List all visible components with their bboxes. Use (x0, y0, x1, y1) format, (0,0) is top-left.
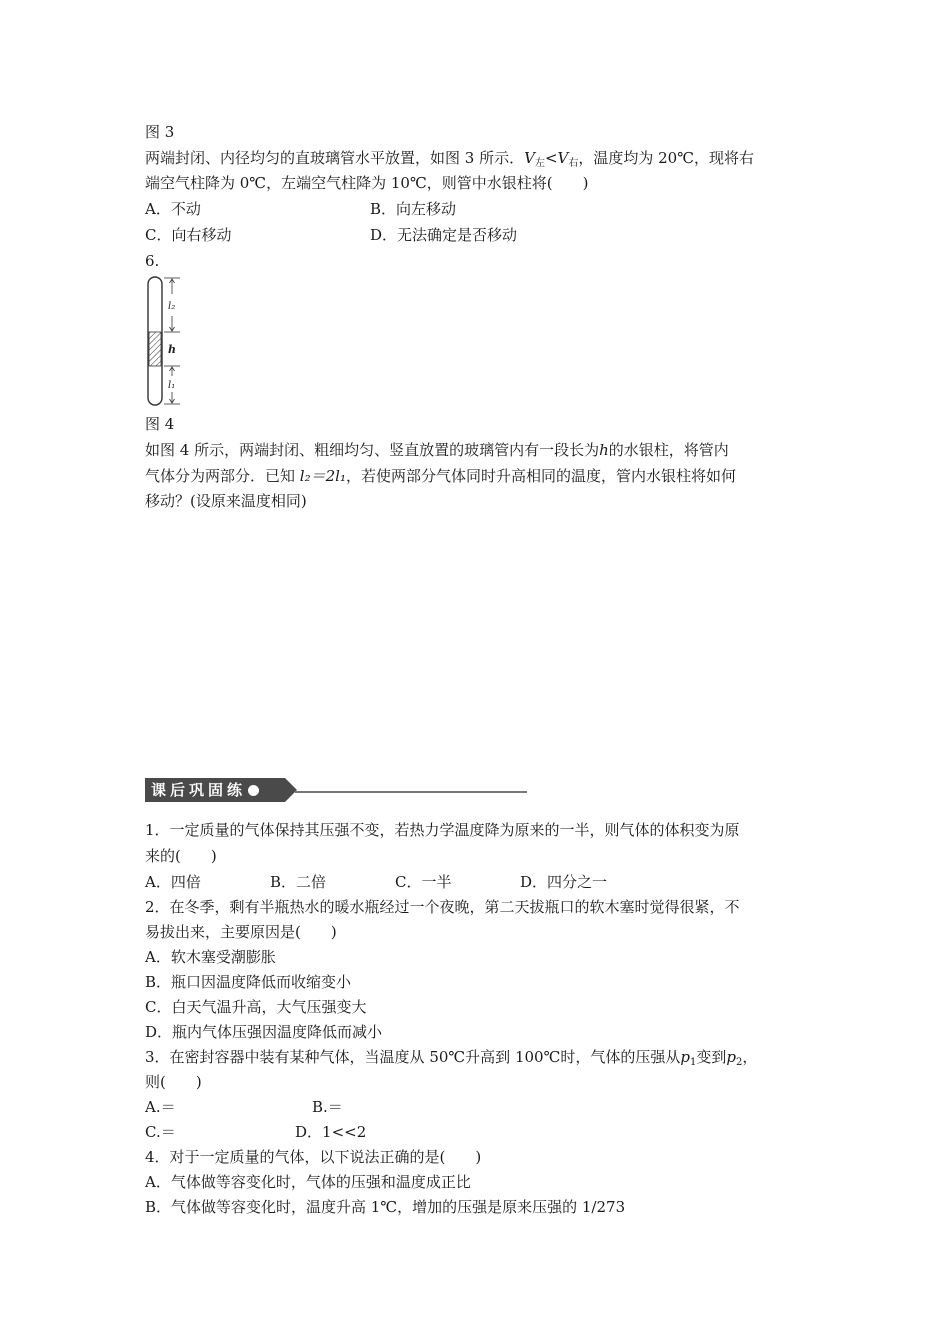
q5-option-c: C．向右移动 (145, 226, 232, 244)
q6-number: 6. (145, 252, 160, 270)
e2-option-b: B．瓶口因温度降低而收缩变小 (145, 973, 352, 991)
e3-option-c: C.＝ (145, 1123, 176, 1141)
e3-text-line2: 则( ) (145, 1073, 202, 1091)
q5-option-b: B．向左移动 (370, 200, 457, 218)
e2-text-line2: 易拔出来，主要原因是( ) (145, 923, 337, 941)
section-header (145, 776, 527, 804)
label-l2: l₂ (168, 301, 176, 312)
q6-text-line1: 如图 4 所示，两端封闭、粗细均匀、竖直放置的玻璃管内有一段长为h的水银柱，将管内 (145, 441, 729, 459)
e2-option-a: A．软木塞受潮膨胀 (145, 948, 276, 966)
e1-option-d: D．四分之一 (520, 873, 608, 891)
e4-text-line1: 4．对于一定质量的气体，以下说法正确的是( ) (145, 1148, 482, 1166)
section-divider (295, 791, 527, 793)
e3-option-a: A.＝ (145, 1098, 176, 1116)
q6-text-line2: 气体分为两部分．已知 l₂＝2l₁，若使两部分气体同时升高相同的温度，管内水银柱将如何 (145, 467, 736, 485)
section-title-box (145, 778, 285, 802)
e1-option-c: C．一半 (395, 873, 452, 891)
q5-text-line1: 两端封闭、内径均匀的直玻璃管水平放置，如图 3 所示．$V_左<V_右$，温度均为 20℃，现将右 (145, 149, 754, 169)
q5-option-d: D．无法确定是否移动 (370, 226, 518, 244)
mercury-column (149, 332, 161, 366)
e1-text-line1: 1．一定质量的气体保持其压强不变，若热力学温度降为原来的一半，则气体的体积变为原 (145, 821, 740, 839)
figure-3-caption: 图 3 (145, 123, 175, 141)
label-h: h (168, 343, 176, 356)
e4-option-b: B．气体做等容变化时，温度升高 1℃，增加的压强是原来压强的 1/273 (145, 1198, 626, 1216)
figure-4-caption: 图 4 (145, 415, 175, 433)
section-title: 课后巩固练 (151, 781, 247, 799)
figure-4-tube-diagram (140, 274, 190, 410)
e2-text-line1: 2．在冬季，剩有半瓶热水的暖水瓶经过一个夜晚，第二天拔瓶口的软木塞时觉得很紧，不 (145, 898, 740, 916)
e1-text-line2: 来的( ) (145, 847, 217, 865)
q5-text-line2: 端空气柱降为 0℃，左端空气柱降为 10℃，则管中水银柱将( ) (145, 174, 589, 192)
e2-option-d: D．瓶内气体压强因温度降低而减小 (145, 1023, 383, 1041)
e3-option-b: B.＝ (312, 1098, 343, 1116)
e3-option-d: D．1<<2 (295, 1123, 367, 1141)
q5-option-a: A．不动 (145, 200, 201, 218)
e3-text-line1: 3．在密封容器中装有某种气体，当温度从 50℃升高到 100℃时，气体的压强从$p_1$变到$p_2$， (145, 1048, 758, 1068)
e4-option-a: A．气体做等容变化时，气体的压强和温度成正比 (145, 1173, 471, 1191)
q6-text-line3: 移动？(设原来温度相同) (145, 492, 307, 510)
label-l1: l₁ (168, 380, 176, 391)
e2-option-c: C．白天气温升高，大气压强变大 (145, 998, 367, 1016)
e1-option-a: A．四倍 (145, 873, 201, 891)
e1-option-b: B．二倍 (270, 873, 327, 891)
section-dot-icon (248, 785, 259, 796)
